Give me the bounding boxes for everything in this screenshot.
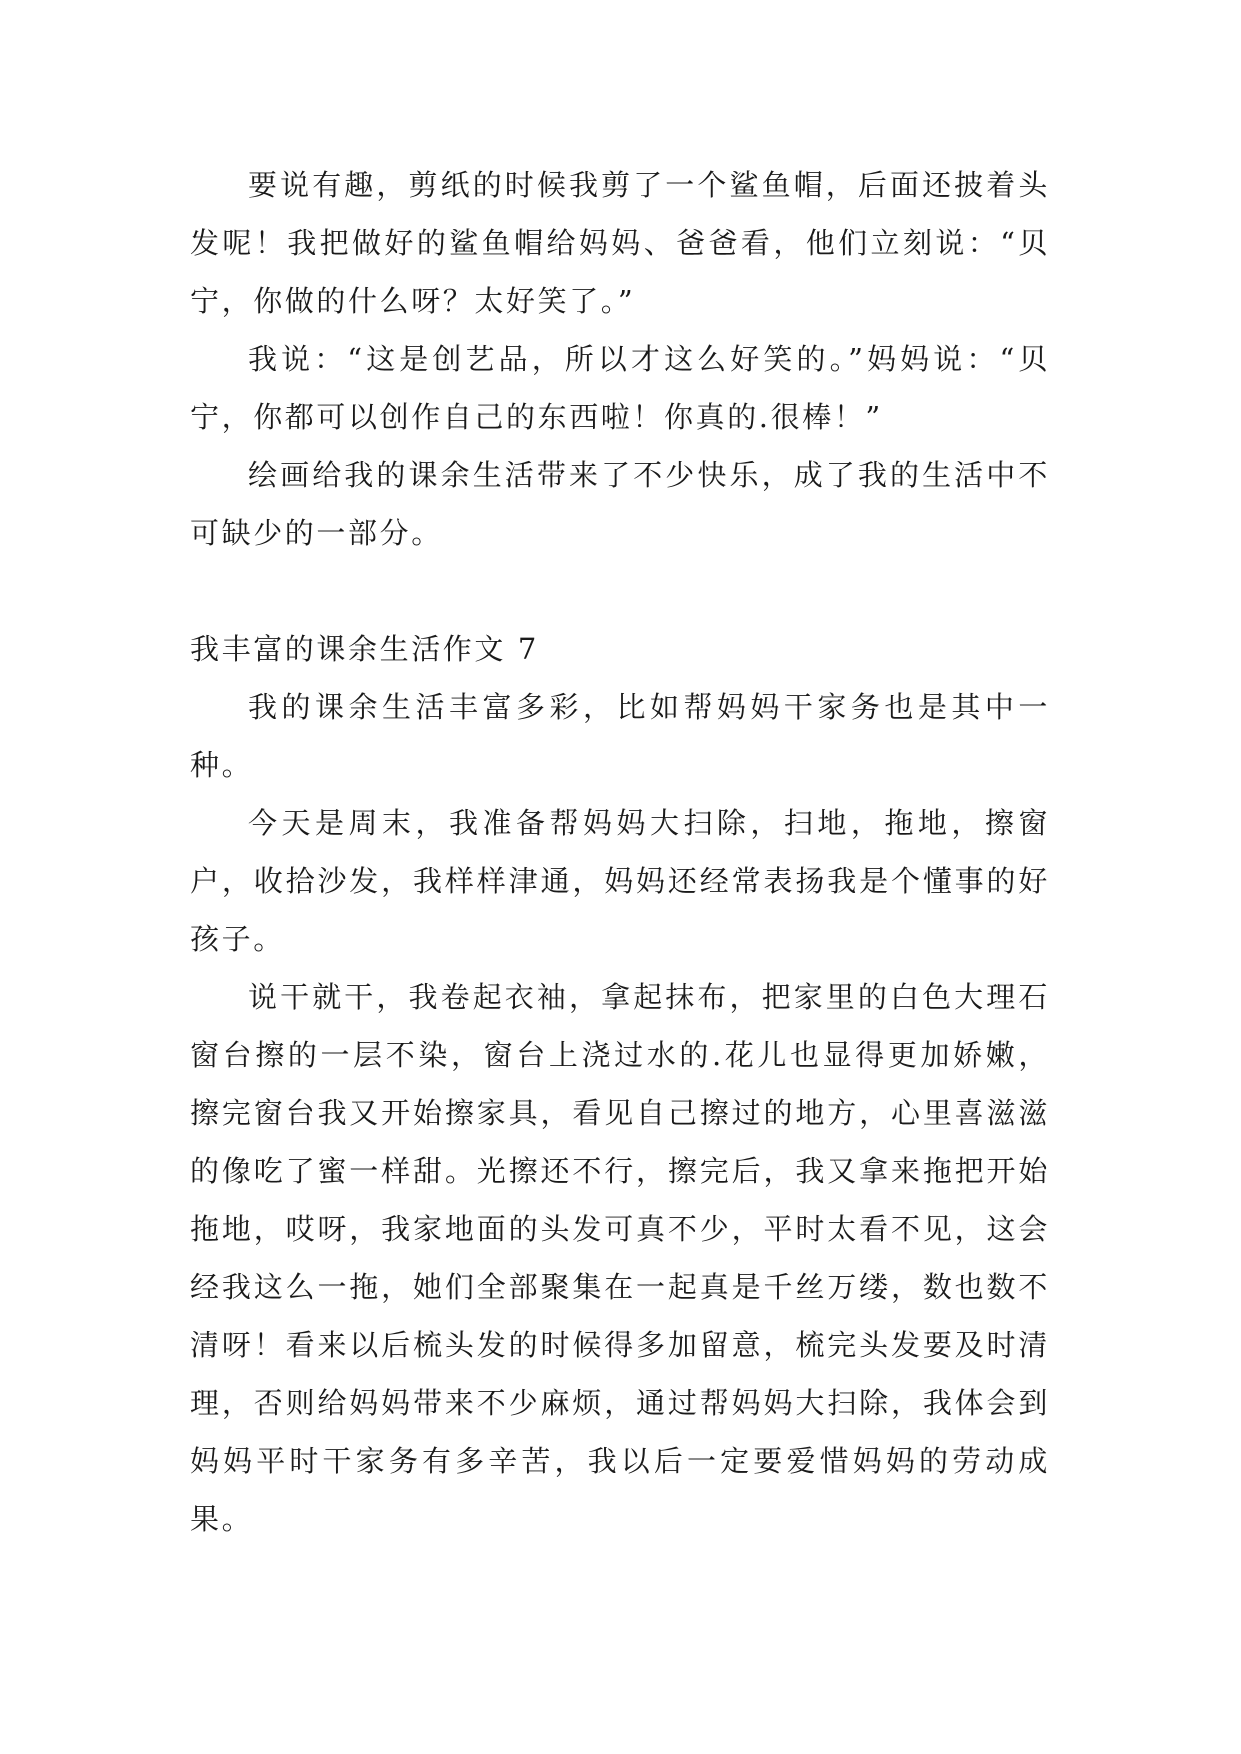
section-title: 我丰富的课余生活作文 7 bbox=[190, 632, 539, 666]
paragraph: 我的课余生活丰富多彩，比如帮妈妈干家务也是其中一种。 bbox=[190, 690, 1050, 782]
paragraph: 今天是周末，我准备帮妈妈大扫除，扫地，拖地，擦窗户，收拾沙发，我样样津通，妈妈还经常表扬我是个懂事的好孩子。 bbox=[190, 806, 1050, 956]
paragraph: 我说：“这是创艺品，所以才这么好笑的。”妈妈说：“贝宁，你都可以创作自己的东西啦！你真的.很棒！” bbox=[190, 342, 1050, 434]
paragraph: 绘画给我的课余生活带来了不少快乐，成了我的生活中不可缺少的一部分。 bbox=[190, 458, 1050, 550]
document-body bbox=[190, 156, 1050, 1548]
paragraph: 要说有趣，剪纸的时候我剪了一个鲨鱼帽，后面还披着头发呢！我把做好的鲨鱼帽给妈妈、爸爸看，他们立刻说：“贝宁，你做的什么呀？太好笑了。” bbox=[190, 168, 1050, 318]
paragraph: 说干就干，我卷起衣袖，拿起抹布，把家里的白色大理石窗台擦的一层不染，窗台上浇过水的.花儿也显得更加娇嫩，擦完窗台我又开始擦家具，看见自己擦过的地方，心里喜滋滋的像吃了蜜一样甜。光擦还不行，擦完后，我又拿来拖把开始拖地，哎呀，我家地面的头发可真不少，平时太看不见，这会经我这么一拖，她们全部聚集在一起真是千丝万缕，数也数不清呀！看来以后梳头发的时候得多加留意，梳完头发要及时清理，否则给妈妈带来不少麻烦，通过帮妈妈大扫除，我体会到妈妈平时干家务有多辛苦，我以后一定要爱惜妈妈的劳动成果。 bbox=[190, 980, 1050, 1536]
section-spacer bbox=[190, 562, 1050, 620]
